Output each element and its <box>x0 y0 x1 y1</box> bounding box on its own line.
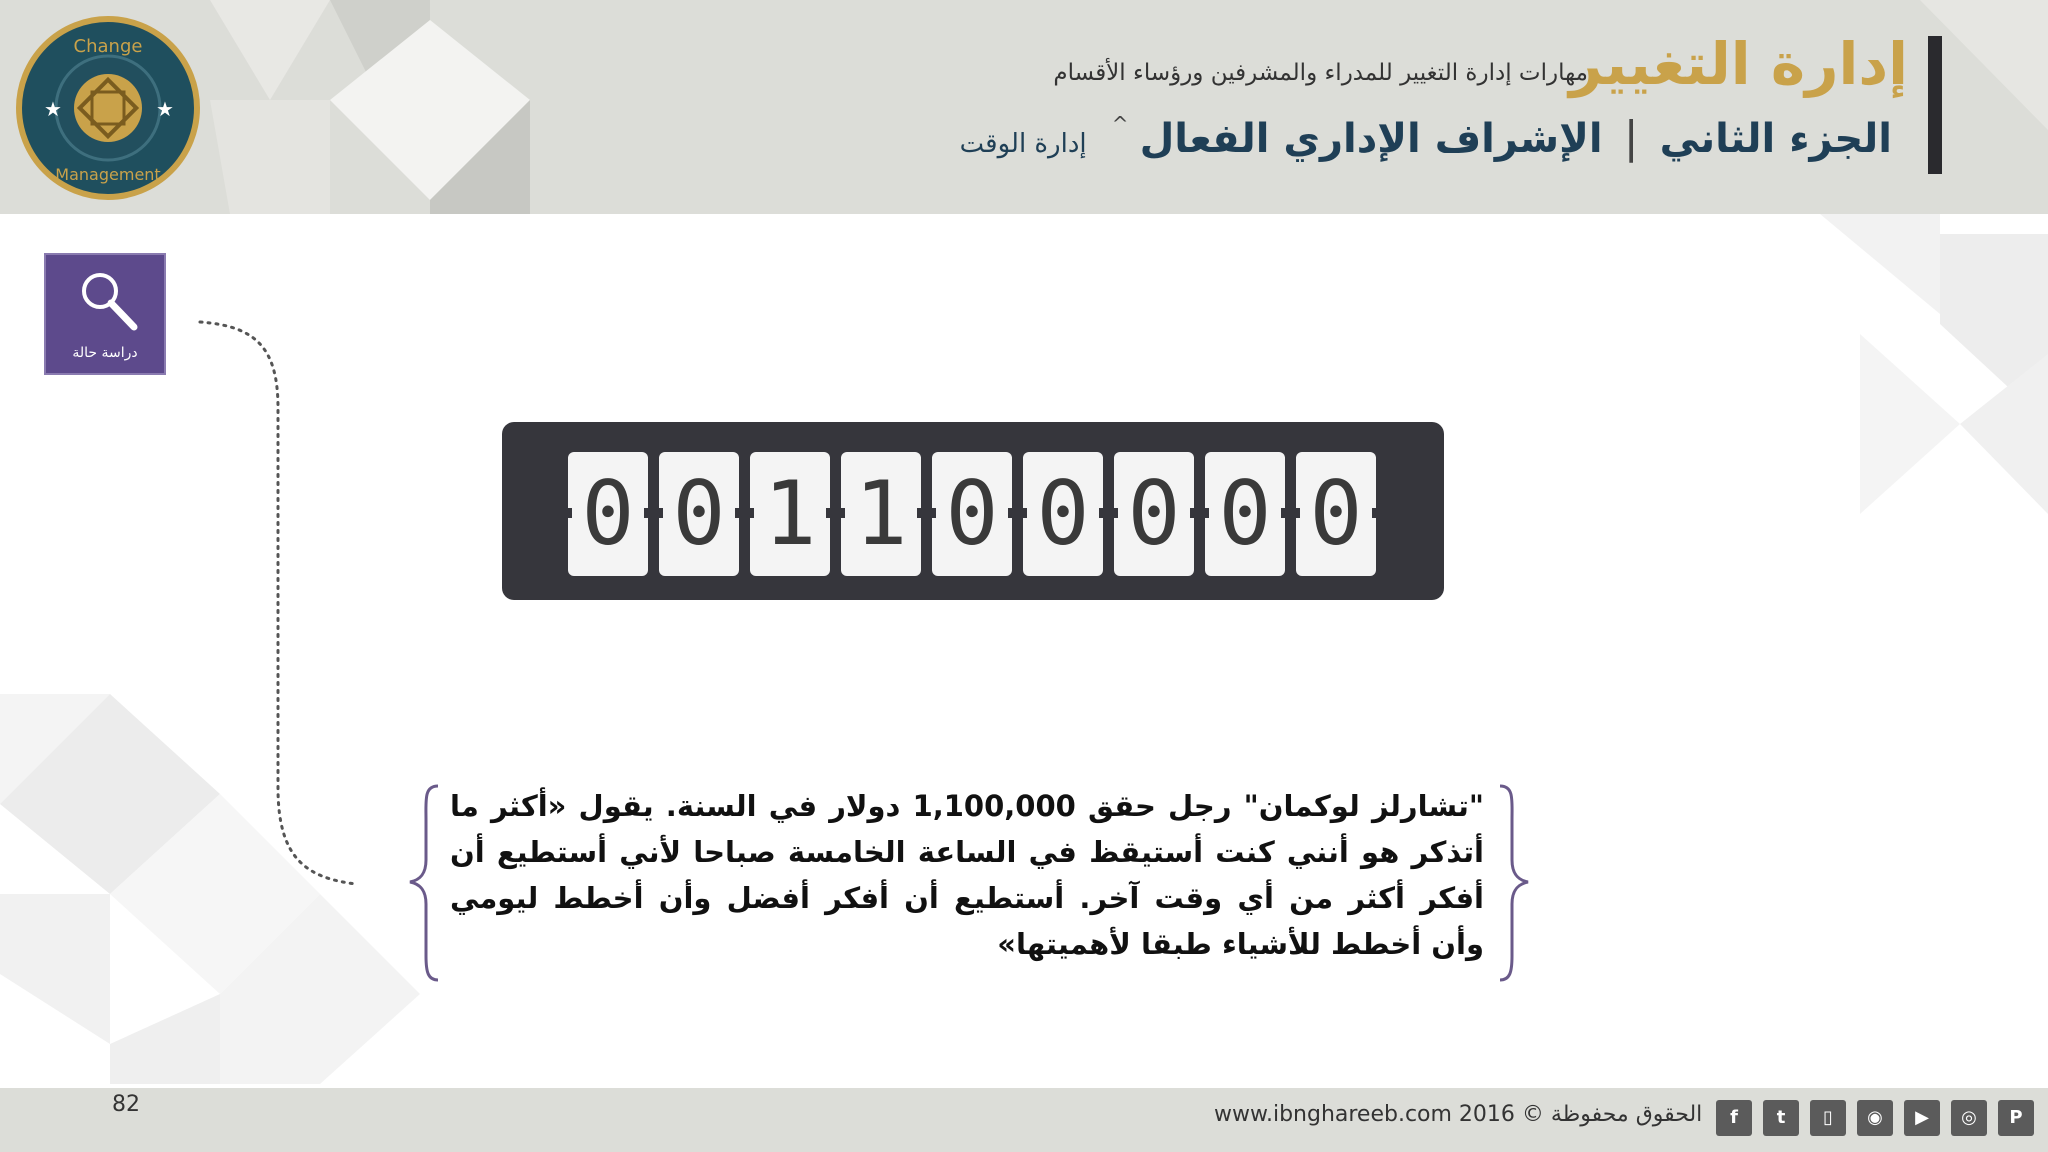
counter-digit: 0 <box>1023 452 1103 576</box>
case-study-quote: "تشارلز لوكمان" رجل حقق 1,100,000 دولار في السنة. يقول «أكثر ما أتذكر هو أنني كنت أستيقظ في الساعة الخامسة صباحا لأني أستطيع أن أفكر أكثر من أي وقت آخر. أستطيع أن أفكر أفضل وأن أخطط ليومي وأن أخطط للأشياء طبقا لأهميتها» <box>450 789 1484 961</box>
copyright-link[interactable]: www.ibnghareeb.com 2016 © الحقوق محفوظة <box>1214 1102 1703 1127</box>
counter-digit: 0 <box>1114 452 1194 576</box>
svg-text:★: ★ <box>156 97 174 121</box>
counter-digit: 0 <box>568 452 648 576</box>
section-breadcrumb <box>960 112 1892 163</box>
breadcrumb-part: الجزء الثاني <box>1659 116 1892 162</box>
counter-digits <box>568 452 1387 576</box>
mobile-icon[interactable]: ▯ <box>1810 1100 1846 1136</box>
badge-label: دراسة حالة <box>72 345 138 361</box>
counter-digit: 0 <box>659 452 739 576</box>
counter-digit: 1 <box>841 452 921 576</box>
title-accent-bar <box>1928 36 1942 174</box>
counter-digit: 0 <box>1296 452 1376 576</box>
instagram-icon[interactable]: ◎ <box>1951 1100 1987 1136</box>
svg-text:Change: Change <box>73 36 143 57</box>
dotted-connector <box>196 318 366 890</box>
breadcrumb-divider: | <box>1623 112 1639 163</box>
page-number: 82 <box>112 1092 140 1117</box>
svg-text:★: ★ <box>44 97 62 121</box>
youtube-icon[interactable]: ▶ <box>1904 1100 1940 1136</box>
pinterest-icon[interactable]: P <box>1998 1100 2034 1136</box>
subtitle-text: مهارات إدارة التغيير للمدراء والمشرفين ورؤساء الأقسام <box>1053 60 1588 86</box>
breadcrumb-subsection: إدارة الوقت <box>959 129 1087 159</box>
counter-digit: 0 <box>932 452 1012 576</box>
logo-emblem-icon <box>22 22 194 194</box>
svg-text:Management: Management <box>55 165 161 184</box>
magnifier-icon <box>46 255 168 345</box>
caret-icon: ^ <box>1111 112 1129 136</box>
number-counter <box>502 422 1444 600</box>
breadcrumb-section: الإشراف الإداري الفعال <box>1139 116 1603 162</box>
page-subtitle <box>1053 60 1588 86</box>
change-management-logo <box>16 16 200 200</box>
page-title: إدارة التغيير <box>1569 30 1908 98</box>
counter-digit: 1 <box>750 452 830 576</box>
counter-digit: 0 <box>1205 452 1285 576</box>
facebook-icon[interactable]: f <box>1716 1100 1752 1136</box>
case-study-badge <box>44 253 166 375</box>
social-links <box>1716 1100 2045 1136</box>
twitter-icon[interactable]: t <box>1763 1100 1799 1136</box>
web-icon[interactable]: ◉ <box>1857 1100 1893 1136</box>
